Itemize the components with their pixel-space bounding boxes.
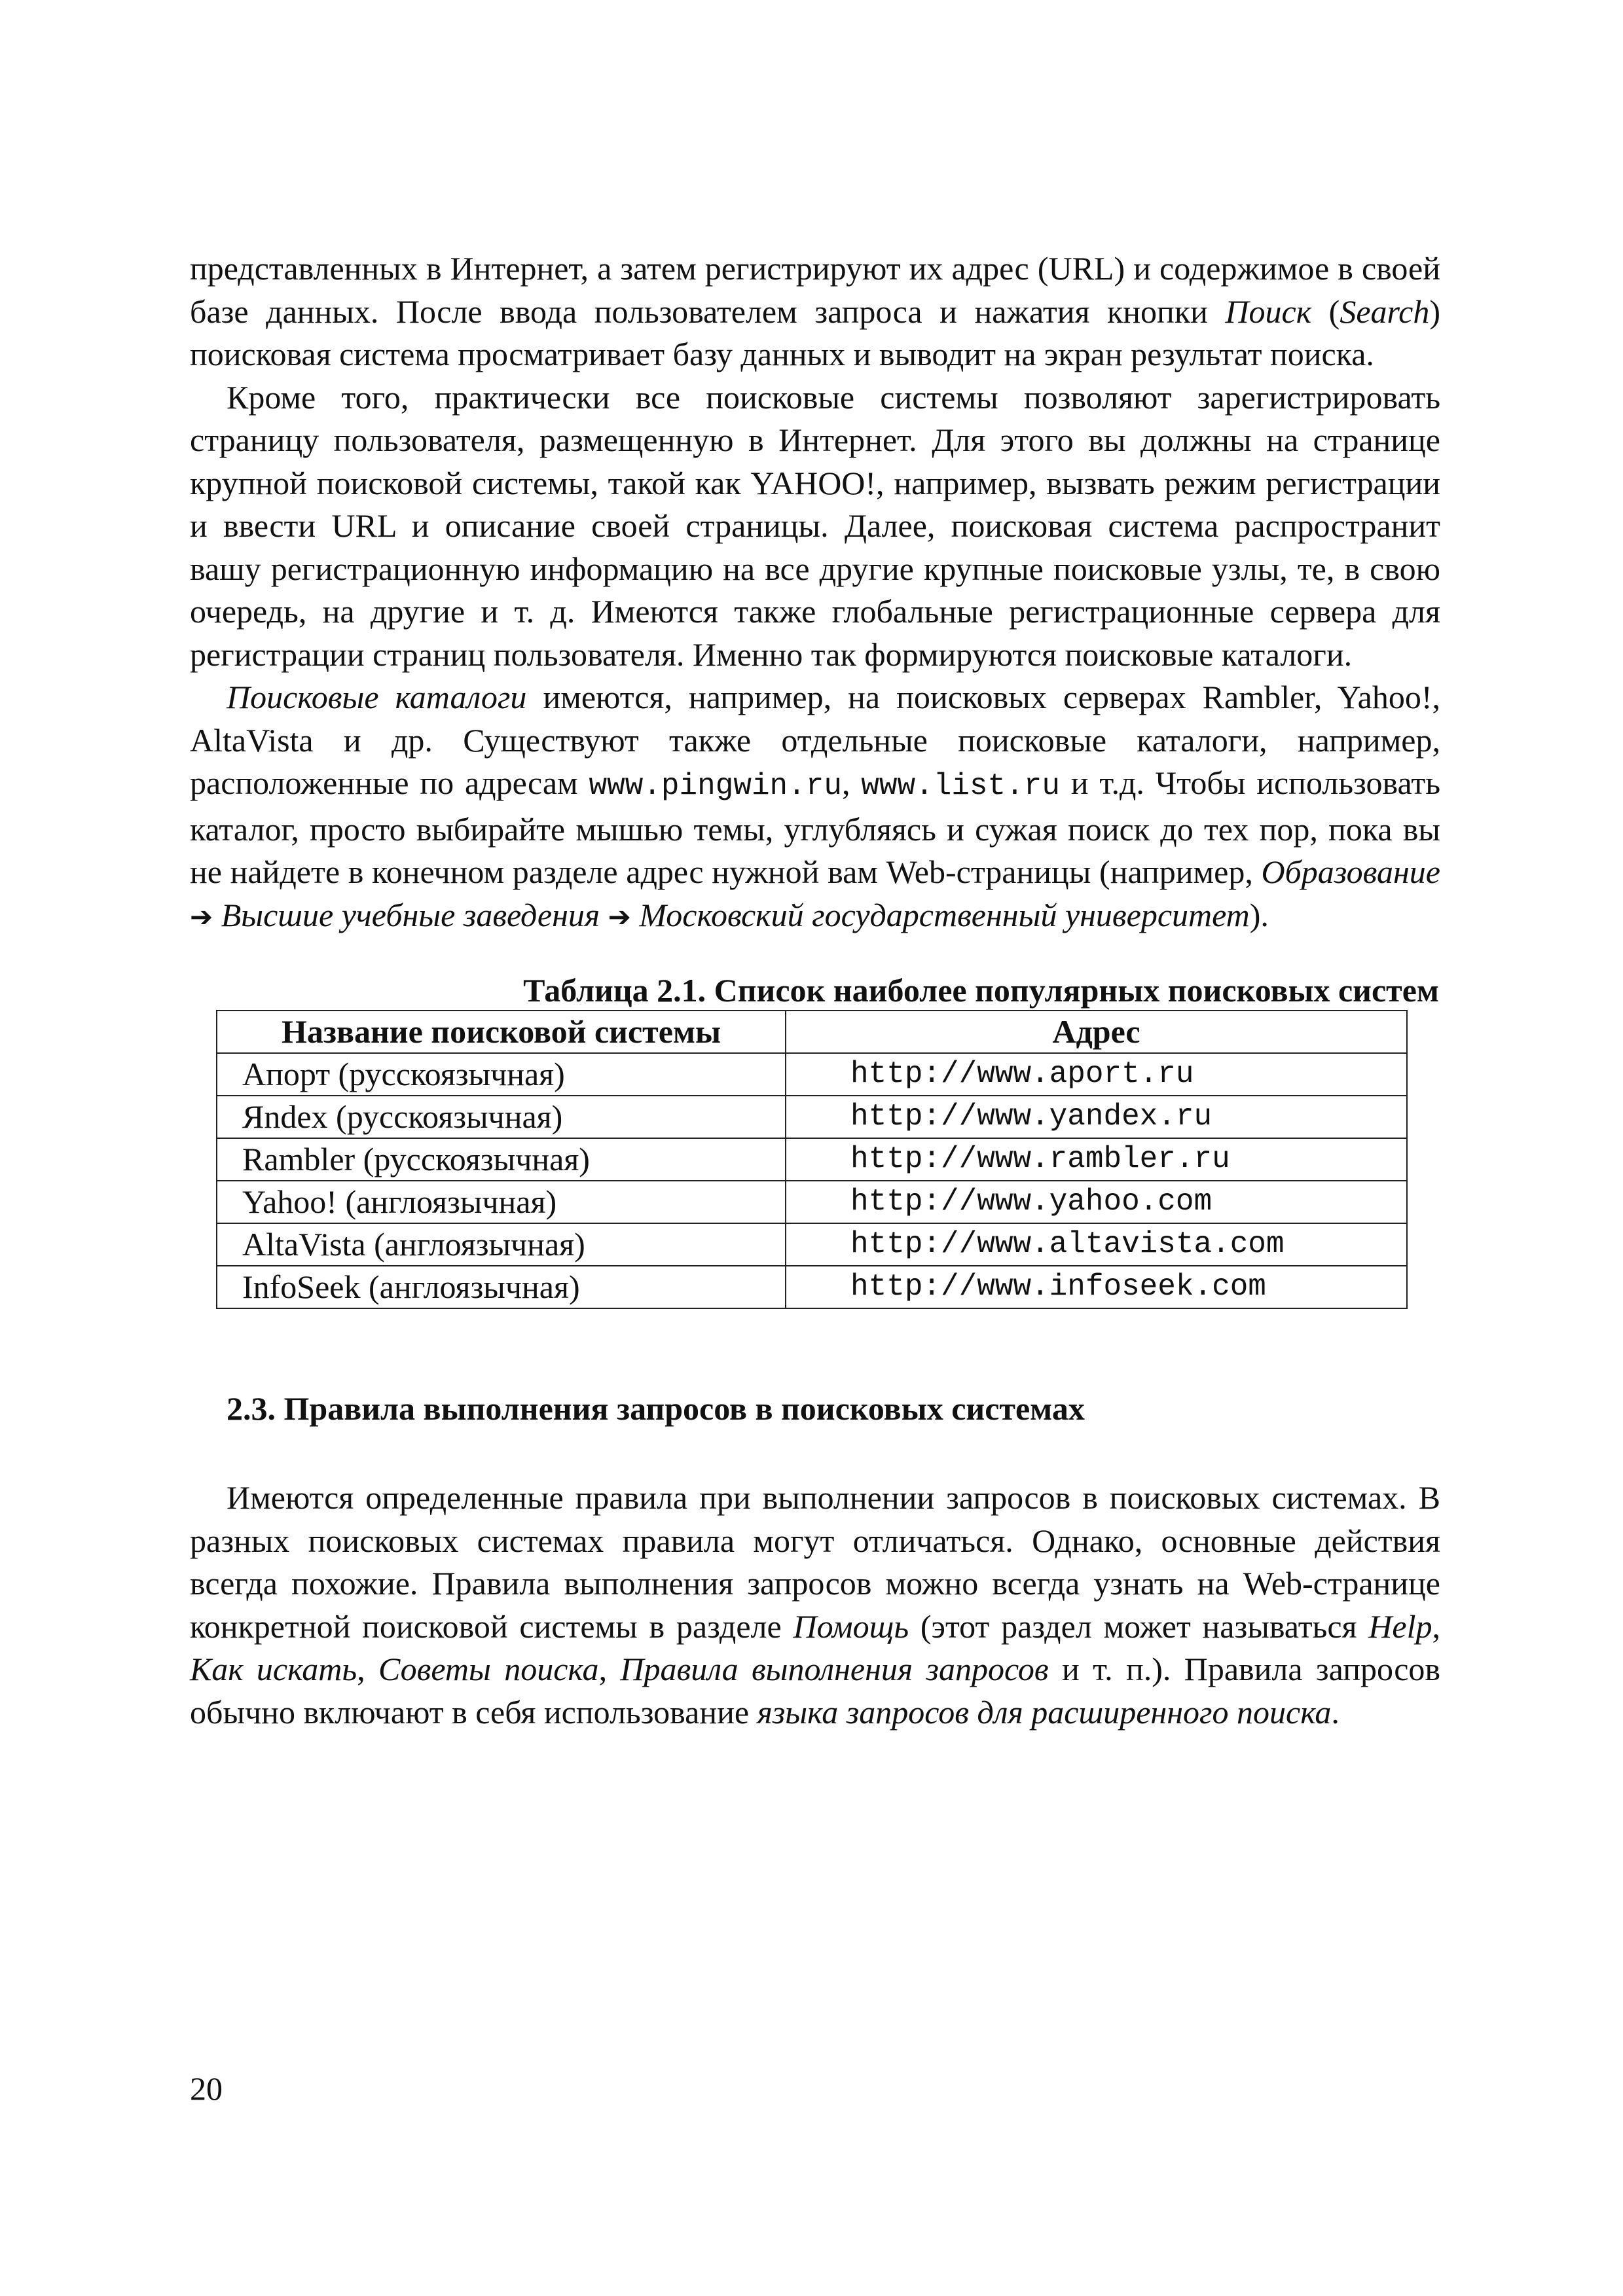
paragraph-query-rules: Имеются определенные правила при выполнении запросов в поисковых системах. В разных поисковых системах правила могут отличаться. Однако, основные действия всегда похожие. Правила выполнения запросов можно всегда узнать на Web-странице конкретной поисковой системы в разделе Помощь (этот раздел может называться Help, Как искать, Советы поиска, Правила выполнения запросов и т. п.). Правила запросов обычно включают в себя использование языка запросов для расширенного поиска. bbox=[190, 1479, 1440, 1731]
column-header-name: Название поисковой системы bbox=[217, 1011, 786, 1053]
search-engines-table bbox=[216, 1010, 1408, 1309]
engine-name: Яndex (русскоязычная) bbox=[217, 1096, 786, 1138]
term-query-language: языка запросов для расширенного поиска bbox=[757, 1693, 1332, 1731]
arrow-right-icon: ➔ bbox=[608, 900, 631, 933]
engine-url: http://www.yandex.ru bbox=[786, 1096, 1407, 1138]
term-search-tips: Советы поиска bbox=[378, 1651, 599, 1687]
example-education: Образование bbox=[1261, 853, 1440, 890]
example-msu: Московский государственный университет bbox=[639, 896, 1250, 933]
table-row bbox=[217, 1138, 1407, 1181]
paragraph-catalogs: Поисковые каталоги имеются, например, на поисковых серверах Rambler, Yahoo!, AltaVista и др. Существуют также отдельные поисковые каталоги, например, расположенные по адресам www.pingwin.ru, www.list.ru и т.д. Чтобы использовать каталог, просто выбирайте мышью темы, углубляясь и сужая поиск до тех пор, пока вы не найдете в конечном разделе адрес нужной вам Web-страницы (например, Образование ➔ Высшие учебные заведения ➔ Московский государственный университет). bbox=[190, 679, 1440, 933]
term-query-rules: Правила выполнения запросов bbox=[620, 1651, 1049, 1687]
term-help-en: Help bbox=[1368, 1607, 1432, 1645]
term-how-to-search: Как искать bbox=[190, 1651, 357, 1687]
paragraph-registration: Кроме того, практически все поисковые системы позволяют зарегистрировать страницу пользователя, размещенную в Интернет. Для этого вы должны на странице крупной поисковой системы, такой как YAHOO!, например, вызвать режим регистрации и ввести URL и описание своей страницы. Далее, поисковая система распространит вашу регистрационную информацию на все другие крупные поисковые узлы, те, в свою очередь, на другие и т. д. Имеются также глобальные регистрационные сервера для регистрации страниц пользователя. Именно так формируются поисковые каталоги. bbox=[190, 378, 1440, 673]
engine-name: InfoSeek (англоязычная) bbox=[217, 1266, 786, 1308]
page-number: 20 bbox=[190, 2070, 223, 2107]
engine-url: http://www.rambler.ru bbox=[786, 1138, 1407, 1181]
engine-url: http://www.altavista.com bbox=[786, 1223, 1407, 1266]
engine-url: http://www.yahoo.com bbox=[786, 1181, 1407, 1223]
page-content bbox=[190, 247, 1440, 1734]
table-header-row bbox=[217, 1011, 1407, 1053]
table-row bbox=[217, 1223, 1407, 1266]
term-help-ru: Помощь bbox=[793, 1607, 909, 1645]
engine-url: http://www.aport.ru bbox=[786, 1053, 1407, 1096]
term-search: Search bbox=[1340, 293, 1430, 330]
table-row bbox=[217, 1096, 1407, 1138]
example-higher-education: Высшие учебные заведения bbox=[221, 896, 600, 933]
arrow-right-icon: ➔ bbox=[190, 900, 213, 933]
url-list: www.list.ru bbox=[861, 769, 1060, 803]
engine-name: AltaVista (англоязычная) bbox=[217, 1223, 786, 1266]
section-heading: 2.3. Правила выполнения запросов в поисковых системах bbox=[227, 1390, 1085, 1427]
engine-name: Rambler (русскоязычная) bbox=[217, 1138, 786, 1181]
engine-url: http://www.infoseek.com bbox=[786, 1266, 1407, 1308]
url-pingwin: www.pingwin.ru bbox=[589, 769, 842, 803]
engine-name: Yahoo! (англоязычная) bbox=[217, 1181, 786, 1223]
table-row bbox=[217, 1053, 1407, 1096]
column-header-address: Адрес bbox=[786, 1011, 1407, 1053]
paragraph-continuation: представленных в Интернет, а затем регистрируют их адрес (URL) и содержимое в своей базе данных. После ввода пользователем запроса и нажатия кнопки Поиск (Search) поисковая система просматривает базу данных и выводит на экран результат поиска. bbox=[190, 250, 1440, 372]
term-search-catalogs: Поисковые каталоги bbox=[227, 679, 527, 715]
table-caption: Таблица 2.1. Список наиболее популярных поисковых систем bbox=[523, 972, 1439, 1009]
table-row bbox=[217, 1266, 1407, 1308]
term-poisk: Поиск bbox=[1225, 293, 1312, 330]
table-row bbox=[217, 1181, 1407, 1223]
engine-name: Апорт (русскоязычная) bbox=[217, 1053, 786, 1096]
